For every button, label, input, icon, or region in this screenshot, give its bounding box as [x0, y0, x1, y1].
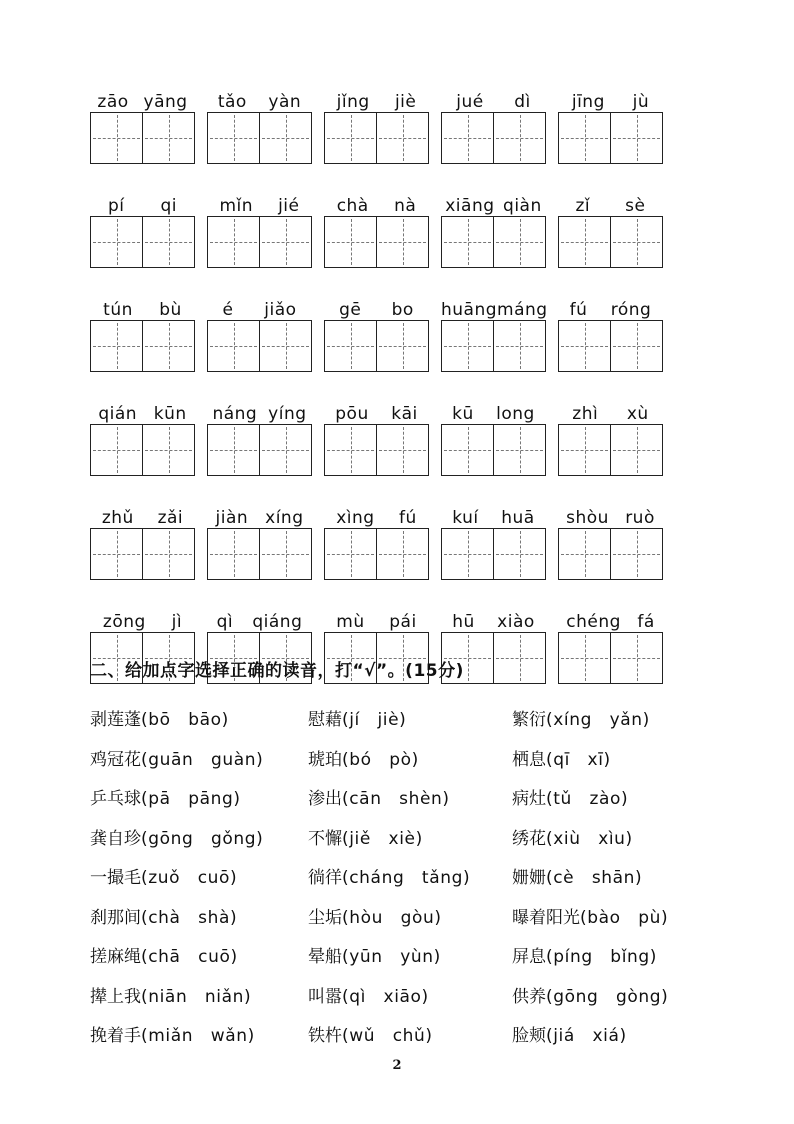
pinyin-label [324, 192, 429, 216]
choice-options: (xiù xìu) [546, 828, 633, 849]
tianzige-box[interactable] [142, 113, 194, 163]
word-cell [558, 192, 663, 268]
choice-word: 渗出 [308, 789, 342, 810]
choice-word: 尘垢 [308, 907, 342, 928]
choice-word: 铁杵 [308, 1026, 342, 1047]
pinyin-syllable: pí [107, 196, 125, 216]
choice-item[interactable] [512, 745, 710, 770]
choice-options: (bó pò) [342, 749, 419, 770]
tianzige-box[interactable] [559, 425, 610, 475]
choice-item[interactable] [308, 863, 512, 888]
choice-word: 屏息 [512, 947, 546, 968]
choice-options: (tǔ zào) [546, 789, 629, 810]
writing-boxes[interactable] [90, 424, 195, 476]
choice-row [90, 738, 710, 778]
word-cell [441, 192, 546, 268]
writing-boxes[interactable] [207, 424, 312, 476]
choice-options: (pā pāng) [141, 789, 241, 810]
tianzige-box[interactable] [325, 425, 376, 475]
tianzige-box[interactable] [376, 321, 428, 371]
tianzige-box[interactable] [559, 529, 610, 579]
pinyin-syllable: pái [389, 612, 417, 632]
tianzige-box[interactable] [259, 425, 311, 475]
pinyin-syllable: fú [569, 300, 588, 320]
pinyin-syllable: nà [394, 196, 417, 216]
word-cell [207, 88, 312, 164]
choice-word: 搓麻绳 [90, 947, 141, 968]
pinyin-syllable: qiàn [503, 196, 542, 216]
choice-options: (jiě xiè) [342, 828, 423, 849]
tianzige-box[interactable] [91, 321, 142, 371]
choice-word: 徜徉 [308, 868, 342, 889]
pinyin-syllable: mù [336, 612, 365, 632]
choice-options: (jí jiè) [342, 710, 407, 731]
word-cell [324, 400, 429, 476]
choice-item[interactable] [308, 784, 512, 809]
pinyin-syllable: huā [501, 508, 535, 528]
tianzige-box[interactable] [493, 217, 545, 267]
tianzige-box[interactable] [208, 321, 259, 371]
pinyin-syllable: xiào [497, 612, 535, 632]
choice-item[interactable] [308, 903, 512, 928]
tianzige-box[interactable] [142, 529, 194, 579]
tianzige-box[interactable] [610, 529, 662, 579]
choice-item[interactable] [308, 1021, 512, 1046]
word-cell [90, 296, 195, 372]
tianzige-box[interactable] [325, 529, 376, 579]
pinyin-syllable: jì [171, 612, 183, 632]
pinyin-label [207, 296, 312, 320]
pinyin-label [558, 400, 663, 424]
choice-word: 脸颊 [512, 1026, 546, 1047]
word-cell [324, 88, 429, 164]
choice-word: 繁衍 [512, 710, 546, 731]
pinyin-syllable: long [496, 404, 535, 424]
writing-boxes[interactable] [558, 424, 663, 476]
choice-options: (qì xiāo) [342, 986, 429, 1007]
pinyin-syllable: jiǎo [264, 300, 297, 320]
pinyin-syllable: jué [456, 92, 484, 112]
choice-options: (bō bāo) [141, 710, 229, 731]
pinyin-label [90, 296, 195, 320]
word-cell [324, 296, 429, 372]
choice-item[interactable] [512, 982, 710, 1007]
pinyin-syllable: zāo [97, 92, 129, 112]
pinyin-label [558, 504, 663, 528]
pinyin-label [558, 296, 663, 320]
writing-boxes[interactable] [90, 216, 195, 268]
choice-row [90, 935, 710, 975]
pinyin-syllable: bù [159, 300, 182, 320]
pinyin-label [441, 88, 546, 112]
writing-boxes[interactable] [207, 216, 312, 268]
word-cell [207, 504, 312, 580]
choice-options: (chā cuō) [141, 947, 238, 968]
choice-options: (miǎn wǎn) [141, 1026, 255, 1047]
word-cell [207, 400, 312, 476]
choice-word: 绣花 [512, 828, 546, 849]
choice-item[interactable] [90, 942, 308, 967]
tianzige-box[interactable] [91, 113, 142, 163]
tianzige-box[interactable] [493, 529, 545, 579]
pinyin-syllable: zǎi [157, 508, 184, 528]
tianzige-box[interactable] [493, 425, 545, 475]
page-number: 2 [392, 1058, 402, 1073]
writing-boxes[interactable] [441, 320, 546, 372]
choice-word: 乒乓球 [90, 789, 141, 810]
pinyin-syllable: chà [336, 196, 369, 216]
pinyin-label [90, 504, 195, 528]
pinyin-syllable: tǎo [217, 92, 247, 112]
tianzige-box[interactable] [142, 217, 194, 267]
choice-row [90, 896, 710, 936]
choice-item[interactable] [90, 745, 308, 770]
pinyin-syllable: kū [452, 404, 474, 424]
pronunciation-choices [90, 698, 710, 1054]
tianzige-box[interactable] [610, 113, 662, 163]
choice-options: (zuǒ cuō) [141, 868, 238, 889]
tianzige-box[interactable] [259, 113, 311, 163]
word-cell [441, 88, 546, 164]
choice-item[interactable] [90, 1021, 308, 1046]
choice-word: 晕船 [308, 947, 342, 968]
choice-item[interactable] [90, 824, 308, 849]
pinyin-syllable: é [222, 300, 234, 320]
pinyin-syllable: xù [626, 404, 649, 424]
pinyin-syllable: qi [160, 196, 177, 216]
grid-row [90, 88, 670, 164]
tianzige-box[interactable] [493, 113, 545, 163]
pinyin-label [441, 400, 546, 424]
choice-word: 不懈 [308, 828, 342, 849]
pinyin-label [558, 608, 663, 632]
pinyin-syllable: zhì [572, 404, 599, 424]
pinyin-label [207, 400, 312, 424]
choice-options: (gōng gòng) [546, 986, 669, 1007]
pinyin-label [558, 88, 663, 112]
choice-word: 一撮毛 [90, 868, 141, 889]
pinyin-syllable: jiàn [215, 508, 249, 528]
word-cell [558, 504, 663, 580]
tianzige-box[interactable] [559, 217, 610, 267]
choice-row [90, 777, 710, 817]
tianzige-box[interactable] [559, 113, 610, 163]
tianzige-box[interactable] [376, 113, 428, 163]
word-cell [441, 400, 546, 476]
choice-item[interactable] [512, 824, 710, 849]
pinyin-syllable: náng [212, 404, 258, 424]
pinyin-syllable: jǐng [336, 92, 370, 112]
pinyin-label [207, 608, 312, 632]
pinyin-syllable: xíng [265, 508, 304, 528]
tianzige-box[interactable] [325, 321, 376, 371]
word-cell [558, 400, 663, 476]
pinyin-label [324, 296, 429, 320]
choice-options: (cè shān) [546, 868, 643, 889]
writing-boxes[interactable] [324, 216, 429, 268]
pinyin-syllable: sè [625, 196, 646, 216]
tianzige-box[interactable] [442, 529, 493, 579]
pinyin-syllable: kūn [153, 404, 187, 424]
pinyin-syllable: zōng [102, 612, 146, 632]
choice-options: (qī xī) [546, 749, 611, 770]
choice-word: 撵上我 [90, 986, 141, 1007]
word-cell [558, 608, 663, 684]
pinyin-syllable: yàn [268, 92, 302, 112]
pinyin-syllable: fá [637, 612, 655, 632]
grid-row [90, 296, 670, 372]
choice-item[interactable] [512, 784, 710, 809]
tianzige-box[interactable] [442, 113, 493, 163]
writing-boxes[interactable] [207, 112, 312, 164]
pinyin-label [324, 608, 429, 632]
tianzige-box[interactable] [610, 633, 662, 683]
choice-options: (yūn yùn) [342, 947, 441, 968]
tianzige-box[interactable] [259, 321, 311, 371]
choice-word: 刹那间 [90, 907, 141, 928]
choice-options: (gōng gǒng) [141, 828, 264, 849]
writing-boxes[interactable] [558, 528, 663, 580]
pinyin-syllable: jié [278, 196, 300, 216]
pinyin-syllable: dì [514, 92, 531, 112]
tianzige-box[interactable] [325, 113, 376, 163]
pinyin-syllable: hū [452, 612, 475, 632]
choice-options: (niān niǎn) [141, 986, 252, 1007]
tianzige-box[interactable] [493, 321, 545, 371]
tianzige-box[interactable] [208, 529, 259, 579]
writing-boxes[interactable] [324, 112, 429, 164]
choice-item[interactable] [512, 1021, 710, 1046]
writing-boxes[interactable] [441, 528, 546, 580]
pinyin-syllable: yíng [268, 404, 307, 424]
tianzige-box[interactable] [559, 321, 610, 371]
writing-boxes[interactable] [441, 216, 546, 268]
choice-word: 曝着阳光 [512, 907, 580, 928]
tianzige-box[interactable] [259, 217, 311, 267]
tianzige-box[interactable] [91, 529, 142, 579]
pinyin-syllable: xìng [336, 508, 375, 528]
pinyin-syllable: chéng [566, 612, 621, 632]
tianzige-box[interactable] [91, 425, 142, 475]
pinyin-syllable: jù [632, 92, 650, 112]
tianzige-box[interactable] [376, 529, 428, 579]
writing-boxes[interactable] [558, 320, 663, 372]
choice-row [90, 1014, 710, 1054]
choice-options: (cān shèn) [342, 789, 450, 810]
pinyin-syllable: qì [216, 612, 234, 632]
section-heading: 二、给加点字选择正确的读音，打“√”。(15分) [90, 661, 464, 681]
word-cell [207, 192, 312, 268]
choice-row [90, 975, 710, 1015]
writing-boxes[interactable] [324, 528, 429, 580]
word-cell [324, 504, 429, 580]
choice-item[interactable] [90, 784, 308, 809]
word-cell [207, 296, 312, 372]
pinyin-label [558, 192, 663, 216]
pinyin-syllable: huāng [441, 300, 498, 320]
pinyin-writing-grid [90, 88, 670, 712]
pinyin-syllable: pōu [335, 404, 369, 424]
pinyin-label [441, 504, 546, 528]
choice-word: 供养 [512, 986, 546, 1007]
pinyin-syllable: jiè [394, 92, 417, 112]
choice-item[interactable] [308, 942, 512, 967]
choice-item[interactable] [308, 745, 512, 770]
choice-word: 鸡冠花 [90, 749, 141, 770]
grid-row [90, 400, 670, 476]
word-cell [324, 192, 429, 268]
pinyin-label [207, 88, 312, 112]
choice-item[interactable] [90, 982, 308, 1007]
writing-boxes[interactable] [90, 528, 195, 580]
pinyin-syllable: yāng [143, 92, 188, 112]
tianzige-box[interactable] [208, 217, 259, 267]
pinyin-syllable: bo [391, 300, 414, 320]
choice-item[interactable] [90, 903, 308, 928]
choice-options: (hòu gòu) [342, 907, 442, 928]
writing-boxes[interactable] [558, 632, 663, 684]
word-cell [90, 504, 195, 580]
choice-row [90, 856, 710, 896]
pinyin-syllable: kāi [391, 404, 418, 424]
word-cell [90, 400, 195, 476]
choice-options: (jiá xiá) [546, 1026, 627, 1047]
choice-options: (cháng tǎng) [342, 868, 471, 889]
pinyin-label [441, 296, 546, 320]
choice-word: 病灶 [512, 789, 546, 810]
tianzige-box[interactable] [325, 217, 376, 267]
grid-row [90, 504, 670, 580]
writing-boxes[interactable] [441, 112, 546, 164]
writing-boxes[interactable] [207, 320, 312, 372]
choice-word: 龚自珍 [90, 828, 141, 849]
choice-row [90, 698, 710, 738]
grid-row [90, 192, 670, 268]
pinyin-label [90, 88, 195, 112]
pinyin-syllable: jīng [571, 92, 605, 112]
pinyin-syllable: róng [610, 300, 652, 320]
tianzige-box[interactable] [208, 113, 259, 163]
tianzige-box[interactable] [442, 321, 493, 371]
choice-word: 剥莲蓬 [90, 710, 141, 731]
pinyin-label [441, 608, 546, 632]
tianzige-box[interactable] [442, 425, 493, 475]
word-cell [441, 504, 546, 580]
choice-row [90, 817, 710, 857]
choice-item[interactable] [90, 705, 308, 730]
word-cell [441, 296, 546, 372]
choice-item[interactable] [308, 982, 512, 1007]
writing-boxes[interactable] [207, 528, 312, 580]
tianzige-box[interactable] [442, 217, 493, 267]
choice-item[interactable] [308, 824, 512, 849]
writing-boxes[interactable] [324, 320, 429, 372]
pinyin-syllable: xiāng [445, 196, 495, 216]
pinyin-label [90, 400, 195, 424]
pinyin-syllable: zhǔ [101, 508, 134, 528]
pinyin-syllable: shòu [566, 508, 609, 528]
tianzige-box[interactable] [259, 529, 311, 579]
word-cell [90, 192, 195, 268]
choice-word: 琥珀 [308, 749, 342, 770]
pinyin-syllable: máng [497, 300, 548, 320]
choice-item[interactable] [512, 705, 710, 730]
pinyin-label [207, 192, 312, 216]
pinyin-syllable: kuí [452, 508, 479, 528]
tianzige-box[interactable] [610, 425, 662, 475]
choice-word: 姗姗 [512, 868, 546, 889]
choice-options: (xíng yǎn) [546, 710, 650, 731]
tianzige-box[interactable] [493, 633, 545, 683]
pinyin-syllable: tún [103, 300, 133, 320]
word-cell [90, 88, 195, 164]
pinyin-label [441, 192, 546, 216]
choice-word: 慰藉 [308, 710, 342, 731]
pinyin-syllable: mǐn [219, 196, 254, 216]
tianzige-box[interactable] [610, 321, 662, 371]
choice-options: (píng bǐng) [546, 947, 658, 968]
pinyin-syllable: gē [339, 300, 362, 320]
pinyin-label [207, 504, 312, 528]
tianzige-box[interactable] [376, 425, 428, 475]
choice-options: (wǔ chǔ) [342, 1026, 433, 1047]
tianzige-box[interactable] [376, 217, 428, 267]
pinyin-label [90, 192, 195, 216]
tianzige-box[interactable] [91, 217, 142, 267]
pinyin-syllable: qián [98, 404, 138, 424]
pinyin-syllable: ruò [625, 508, 655, 528]
pinyin-syllable: fú [399, 508, 417, 528]
writing-boxes[interactable] [90, 112, 195, 164]
pinyin-syllable: qiáng [252, 612, 303, 632]
choice-word: 挽着手 [90, 1026, 141, 1047]
choice-word: 叫嚣 [308, 986, 342, 1007]
choice-item[interactable] [512, 942, 710, 967]
pinyin-label [324, 88, 429, 112]
pinyin-syllable: zǐ [575, 196, 591, 216]
writing-boxes[interactable] [558, 112, 663, 164]
choice-options: (guān guàn) [141, 749, 264, 770]
choice-options: (bào pù) [580, 907, 669, 928]
word-cell [558, 296, 663, 372]
pinyin-label [324, 400, 429, 424]
pinyin-label [324, 504, 429, 528]
writing-boxes[interactable] [90, 320, 195, 372]
choice-options: (chà shà) [141, 907, 238, 928]
choice-item[interactable] [512, 863, 710, 888]
writing-boxes[interactable] [558, 216, 663, 268]
word-cell [558, 88, 663, 164]
choice-item[interactable] [512, 903, 710, 928]
tianzige-box[interactable] [559, 633, 610, 683]
pinyin-label [90, 608, 195, 632]
tianzige-box[interactable] [208, 425, 259, 475]
tianzige-box[interactable] [610, 217, 662, 267]
choice-item[interactable] [308, 705, 512, 730]
writing-boxes[interactable] [324, 424, 429, 476]
tianzige-box[interactable] [142, 321, 194, 371]
tianzige-box[interactable] [142, 425, 194, 475]
choice-word: 栖息 [512, 749, 546, 770]
choice-item[interactable] [90, 863, 308, 888]
writing-boxes[interactable] [441, 424, 546, 476]
